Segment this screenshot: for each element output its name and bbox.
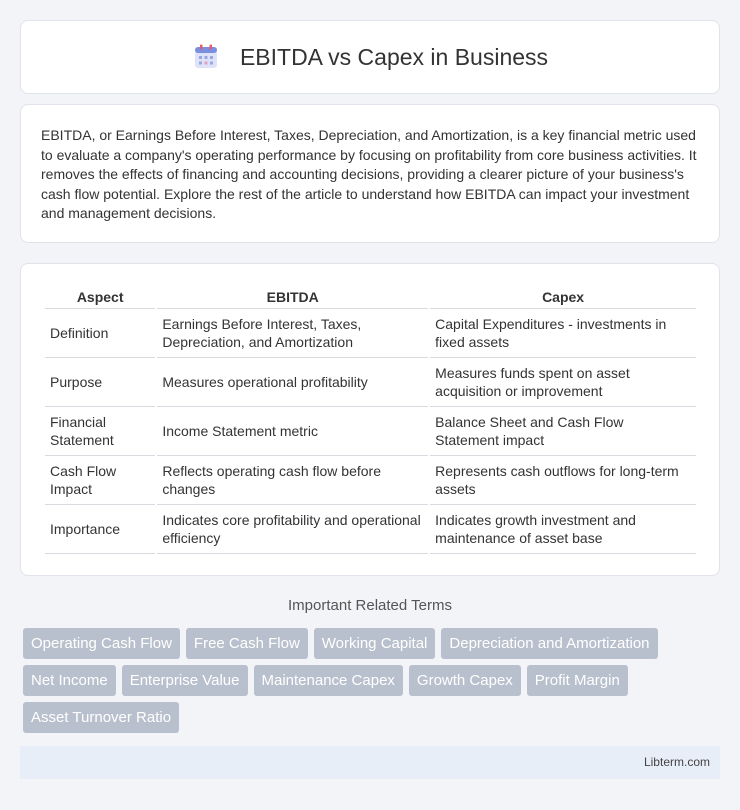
- footer-site-link[interactable]: Libterm.com: [643, 755, 710, 769]
- tag-net-income[interactable]: Net Income: [23, 665, 116, 696]
- table-cell: Importance: [45, 505, 155, 554]
- table-cell: Earnings Before Interest, Taxes, Depreciation, and Amortization: [157, 309, 428, 358]
- tag-operating-cash-flow[interactable]: Operating Cash Flow: [23, 628, 180, 659]
- table-row: [45, 407, 696, 456]
- table-row: [45, 456, 696, 505]
- table-cell: Definition: [45, 309, 155, 358]
- table-cell: Balance Sheet and Cash Flow Statement impact: [430, 407, 696, 456]
- table-row: [45, 309, 696, 358]
- table-header-row: [45, 285, 696, 309]
- table-cell: Represents cash outflows for long-term assets: [430, 456, 696, 505]
- footer: [20, 746, 720, 779]
- tag-growth-capex[interactable]: Growth Capex: [409, 665, 521, 696]
- tag-asset-turnover-ratio[interactable]: Asset Turnover Ratio: [23, 702, 179, 733]
- header-card: [20, 20, 720, 94]
- table-cell: Income Statement metric: [157, 407, 428, 456]
- tag-maintenance-capex[interactable]: Maintenance Capex: [254, 665, 403, 696]
- related-terms-title: Important Related Terms: [288, 597, 452, 614]
- related-terms-list: [23, 628, 723, 739]
- table-cell: Purpose: [45, 358, 155, 407]
- tag-depreciation-amortization[interactable]: Depreciation and Amortization: [441, 628, 657, 659]
- tag-working-capital[interactable]: Working Capital: [314, 628, 436, 659]
- table-cell: Financial Statement: [45, 407, 155, 456]
- table-cell: Indicates core profitability and operational efficiency: [157, 505, 428, 554]
- comparison-card: [20, 263, 720, 576]
- table-cell: Measures funds spent on asset acquisition or improvement: [430, 358, 696, 407]
- tag-free-cash-flow[interactable]: Free Cash Flow: [186, 628, 308, 659]
- intro-card: [20, 104, 720, 243]
- intro-text: EBITDA, or Earnings Before Interest, Taxes, Depreciation, and Amortization, is a key financial metric used to evaluate a company's operating performance by focusing on profitability from core business activities. It removes the effects of financing and accounting decisions, providing a clearer picture of your business's cash flow potential. Explore the rest of the article to understand how EBITDA can impact your investment and management decisions.: [41, 127, 697, 221]
- page-title: EBITDA vs Capex in Business: [239, 43, 549, 70]
- tag-enterprise-value[interactable]: Enterprise Value: [122, 665, 248, 696]
- table-cell: Indicates growth investment and maintenance of asset base: [430, 505, 696, 554]
- table-cell: Reflects operating cash flow before changes: [157, 456, 428, 505]
- header-aspect: Aspect: [45, 285, 155, 309]
- table-cell: Cash Flow Impact: [45, 456, 155, 505]
- tag-profit-margin[interactable]: Profit Margin: [527, 665, 628, 696]
- table-row: [45, 505, 696, 554]
- comparison-table: [43, 285, 698, 554]
- table-cell: Capital Expenditures - investments in fixed assets: [430, 309, 696, 358]
- table-cell: Measures operational profitability: [157, 358, 428, 407]
- header-capex: Capex: [430, 285, 696, 309]
- header-ebitda: EBITDA: [157, 285, 428, 309]
- calendar-icon: [192, 43, 220, 71]
- table-row: [45, 358, 696, 407]
